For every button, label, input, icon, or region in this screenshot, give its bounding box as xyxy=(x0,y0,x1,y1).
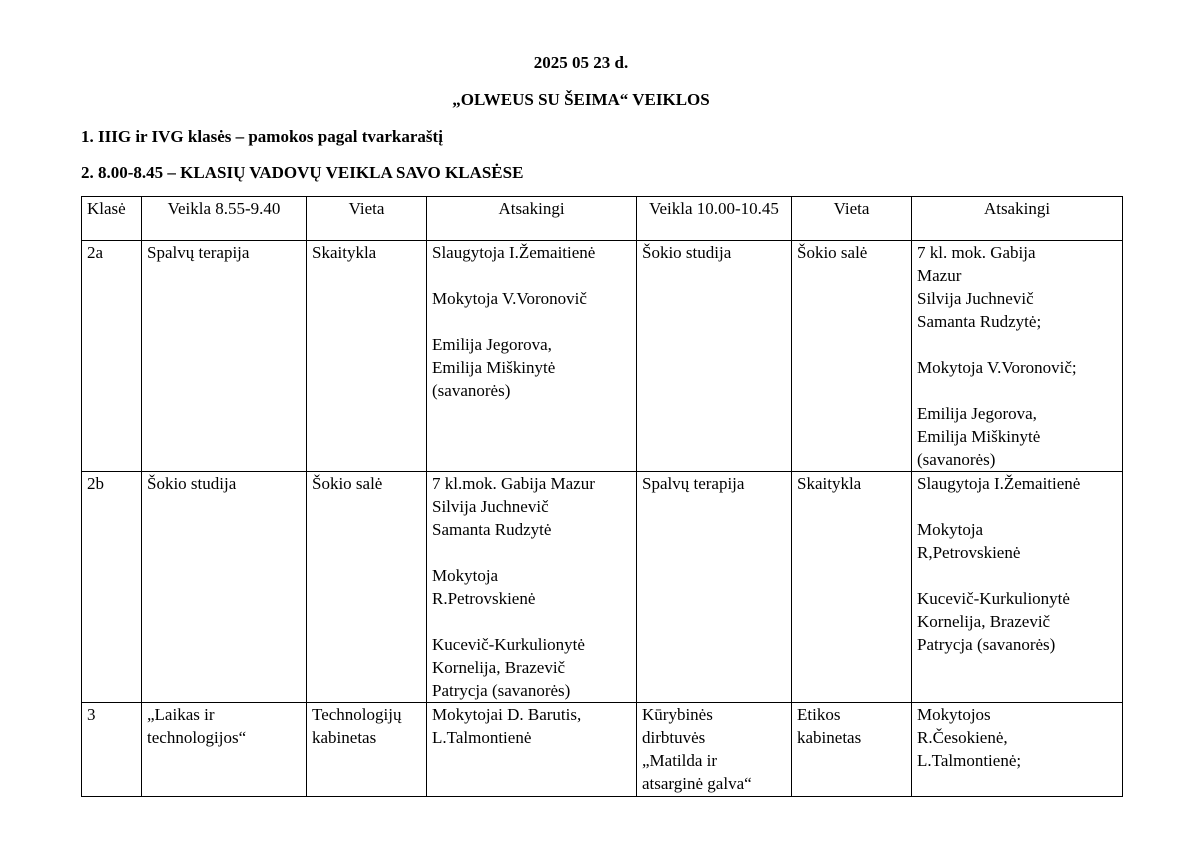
cell-text-line: Silvija Juchnevič xyxy=(917,289,1034,308)
cell-atsakingi-1 xyxy=(427,472,637,703)
cell-veikla-2 xyxy=(637,703,792,797)
cell-klase: 2b xyxy=(82,472,142,703)
cell-atsakingi-2 xyxy=(912,472,1123,703)
paragraph-gap xyxy=(432,264,631,287)
paragraph-gap xyxy=(917,495,1117,518)
paragraph-gap xyxy=(917,379,1117,402)
column-header-klase: Klasė xyxy=(82,197,142,241)
cell-veikla-1 xyxy=(142,472,307,703)
cell-text-line: Šokio studija xyxy=(147,474,237,493)
table-header-row xyxy=(82,197,1123,241)
cell-klase: 2a xyxy=(82,241,142,472)
cell-vieta-2 xyxy=(792,472,912,703)
cell-text-line: Slaugytoja I.Žemaitienė xyxy=(917,474,1081,493)
cell-text-line: Mokytoja xyxy=(917,520,984,539)
cell-text-line: „Matilda ir xyxy=(642,751,718,770)
cell-text-line: Emilija Miškinytė xyxy=(432,358,556,377)
cell-text-line: Emilija Jegorova, xyxy=(917,404,1037,423)
column-header-vieta-2: Vieta xyxy=(792,197,912,241)
table-row xyxy=(82,241,1123,472)
cell-text-line: technologijos“ xyxy=(147,728,247,747)
cell-text-line: Šokio salė xyxy=(797,243,868,262)
cell-text-line: Skaitykla xyxy=(312,243,377,262)
cell-text-line: Silvija Juchnevič xyxy=(432,497,549,516)
column-header-veikla-2: Veikla 10.00-10.45 xyxy=(637,197,792,241)
cell-veikla-1 xyxy=(142,241,307,472)
cell-atsakingi-1 xyxy=(427,241,637,472)
item-2-heading: 2. 8.00-8.45 – KLASIŲ VADOVŲ VEIKLA SAVO KLASĖSE xyxy=(81,163,524,182)
cell-vieta-2 xyxy=(792,241,912,472)
cell-vieta-1 xyxy=(307,241,427,472)
cell-text-line: Spalvų terapija xyxy=(642,474,745,493)
cell-text-line: L.Talmontienė xyxy=(432,728,532,747)
cell-text-line: Šokio salė xyxy=(312,474,383,493)
cell-text-line: Mokytojos xyxy=(917,705,991,724)
cell-veikla-2 xyxy=(637,472,792,703)
column-header-atsakingi-1: Atsakingi xyxy=(427,197,637,241)
cell-text-line: Mokytojai D. Barutis, xyxy=(432,705,582,724)
cell-text-line: Mokytoja V.Voronovič xyxy=(432,289,587,308)
cell-text-line: (savanorės) xyxy=(432,381,511,400)
cell-text-line: Šokio studija xyxy=(642,243,732,262)
cell-text-line: kabinetas xyxy=(797,728,862,747)
cell-text-line: dirbtuvės xyxy=(642,728,706,747)
cell-text-line: Mokytoja V.Voronovič; xyxy=(917,358,1077,377)
cell-vieta-2 xyxy=(792,703,912,797)
cell-text-line: Mokytoja xyxy=(432,566,499,585)
cell-text-line: Emilija Miškinytė xyxy=(917,427,1041,446)
cell-atsakingi-2 xyxy=(912,703,1123,797)
cell-text-line: Mazur xyxy=(917,266,962,285)
cell-text-line: kabinetas xyxy=(312,728,377,747)
cell-text-line: Spalvų terapija xyxy=(147,243,250,262)
paragraph-gap xyxy=(917,564,1117,587)
column-header-veikla-1: Veikla 8.55-9.40 xyxy=(142,197,307,241)
cell-atsakingi-2 xyxy=(912,241,1123,472)
cell-text-line: Kornelija, Brazevič xyxy=(432,658,566,677)
document-date: 2025 05 23 d. xyxy=(533,53,629,72)
cell-vieta-1 xyxy=(307,703,427,797)
cell-text-line: Etikos xyxy=(797,705,841,724)
cell-klase: 3 xyxy=(82,703,142,797)
cell-text-line: (savanorės) xyxy=(917,450,996,469)
schedule-body xyxy=(82,241,1123,797)
cell-text-line: R.Petrovskienė xyxy=(432,589,536,608)
cell-text-line: 7 kl. mok. Gabija xyxy=(917,243,1036,262)
cell-text-line: Kornelija, Brazevič xyxy=(917,612,1051,631)
paragraph-gap xyxy=(432,541,631,564)
cell-text-line: Samanta Rudzytė; xyxy=(917,312,1042,331)
cell-text-line: Kucevič-Kurkulionytė xyxy=(917,589,1070,608)
cell-text-line: Slaugytoja I.Žemaitienė xyxy=(432,243,596,262)
schedule-table xyxy=(81,196,1123,797)
table-row xyxy=(82,703,1123,797)
cell-text-line: Skaitykla xyxy=(797,474,862,493)
cell-text-line: 7 kl.mok. Gabija Mazur xyxy=(432,474,595,493)
cell-text-line: Patrycja (savanorės) xyxy=(432,681,571,700)
table-row xyxy=(82,472,1123,703)
column-header-vieta-1: Vieta xyxy=(307,197,427,241)
cell-text-line: L.Talmontienė; xyxy=(917,751,1022,770)
paragraph-gap xyxy=(432,310,631,333)
column-header-atsakingi-2: Atsakingi xyxy=(912,197,1123,241)
cell-text-line: R,Petrovskienė xyxy=(917,543,1021,562)
cell-text-line: Patrycja (savanorės) xyxy=(917,635,1056,654)
cell-text-line: Kucevič-Kurkulionytė xyxy=(432,635,585,654)
document-title: „OLWEUS SU ŠEIMA“ VEIKLOS xyxy=(452,90,710,109)
item-1-heading: 1. IIIG ir IVG klasės – pamokos pagal tvarkaraštį xyxy=(81,127,443,146)
paragraph-gap xyxy=(432,610,631,633)
cell-text-line: Emilija Jegorova, xyxy=(432,335,552,354)
paragraph-gap xyxy=(917,333,1117,356)
cell-veikla-1 xyxy=(142,703,307,797)
cell-vieta-1 xyxy=(307,472,427,703)
cell-text-line: atsarginė galva“ xyxy=(642,774,752,793)
cell-atsakingi-1 xyxy=(427,703,637,797)
cell-text-line: R.Česokienė, xyxy=(917,728,1008,747)
cell-text-line: Technologijų xyxy=(312,705,402,724)
cell-text-line: „Laikas ir xyxy=(147,705,215,724)
cell-text-line: Kūrybinės xyxy=(642,705,713,724)
cell-veikla-2 xyxy=(637,241,792,472)
cell-text-line: Samanta Rudzytė xyxy=(432,520,552,539)
